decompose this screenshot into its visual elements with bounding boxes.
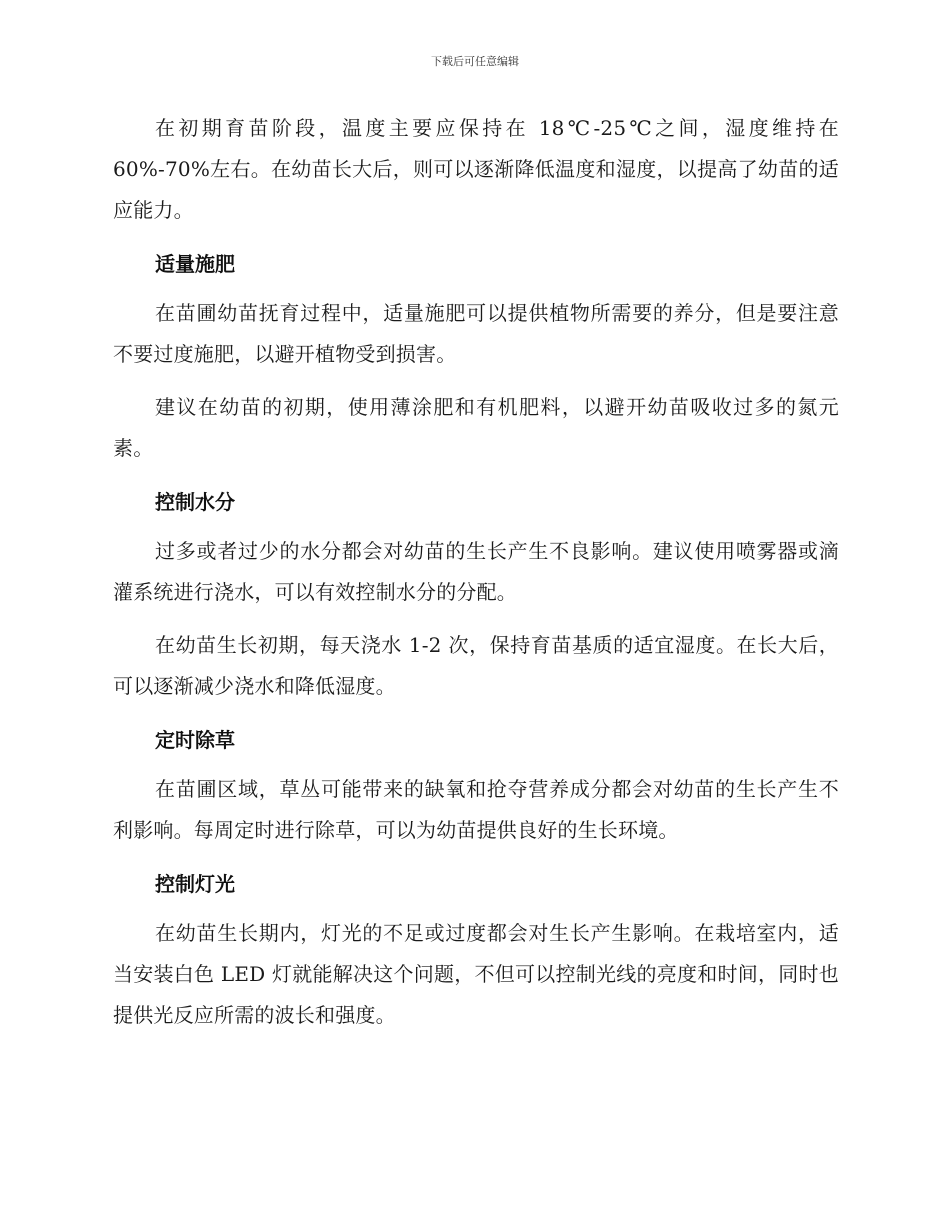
paragraph-temperature-humidity: 在初期育苗阶段，温度主要应保持在 18℃-25℃之间，湿度维持在 60%-70%左右。在幼苗长大后，则可以逐渐降低温度和湿度，以提高了幼苗的适应能力。 xyxy=(113,116,839,222)
paragraph-fertilizing-1: 在苗圃幼苗抚育过程中，适量施肥可以提供植物所需要的养分，但是要注意不要过度施肥，以避开植物受到损害。 xyxy=(113,301,839,366)
section-heading-weeding: 定时除草 xyxy=(155,728,235,752)
section-heading-fertilizing: 适量施肥 xyxy=(155,252,235,276)
document-body xyxy=(113,108,839,1048)
section-heading-lighting: 控制灯光 xyxy=(155,872,235,896)
page-header: 下载后可任意编辑 xyxy=(431,55,519,68)
paragraph-weeding: 在苗圃区域，草丛可能带来的缺氧和抢夺营养成分都会对幼苗的生长产生不利影响。每周定时进行除草，可以为幼苗提供良好的生长环境。 xyxy=(113,777,839,842)
paragraph-water-control-2: 在幼苗生长初期，每天浇水 1-2 次，保持育苗基质的适宜湿度。在长大后，可以逐渐减少浇水和降低湿度。 xyxy=(113,633,839,698)
paragraph-water-control-1: 过多或者过少的水分都会对幼苗的生长产生不良影响。建议使用喷雾器或滴灌系统进行浇水，可以有效控制水分的分配。 xyxy=(113,539,839,604)
paragraph-fertilizing-2: 建议在幼苗的初期，使用薄涂肥和有机肥料，以避开幼苗吸收过多的氮元素。 xyxy=(113,395,839,460)
paragraph-lighting: 在幼苗生长期内，灯光的不足或过度都会对生长产生影响。在栽培室内，适当安装白色 LED 灯就能解决这个问题，不但可以控制光线的亮度和时间，同时也提供光反应所需的波长和强度。 xyxy=(113,921,839,1027)
section-heading-water-control: 控制水分 xyxy=(155,490,235,514)
